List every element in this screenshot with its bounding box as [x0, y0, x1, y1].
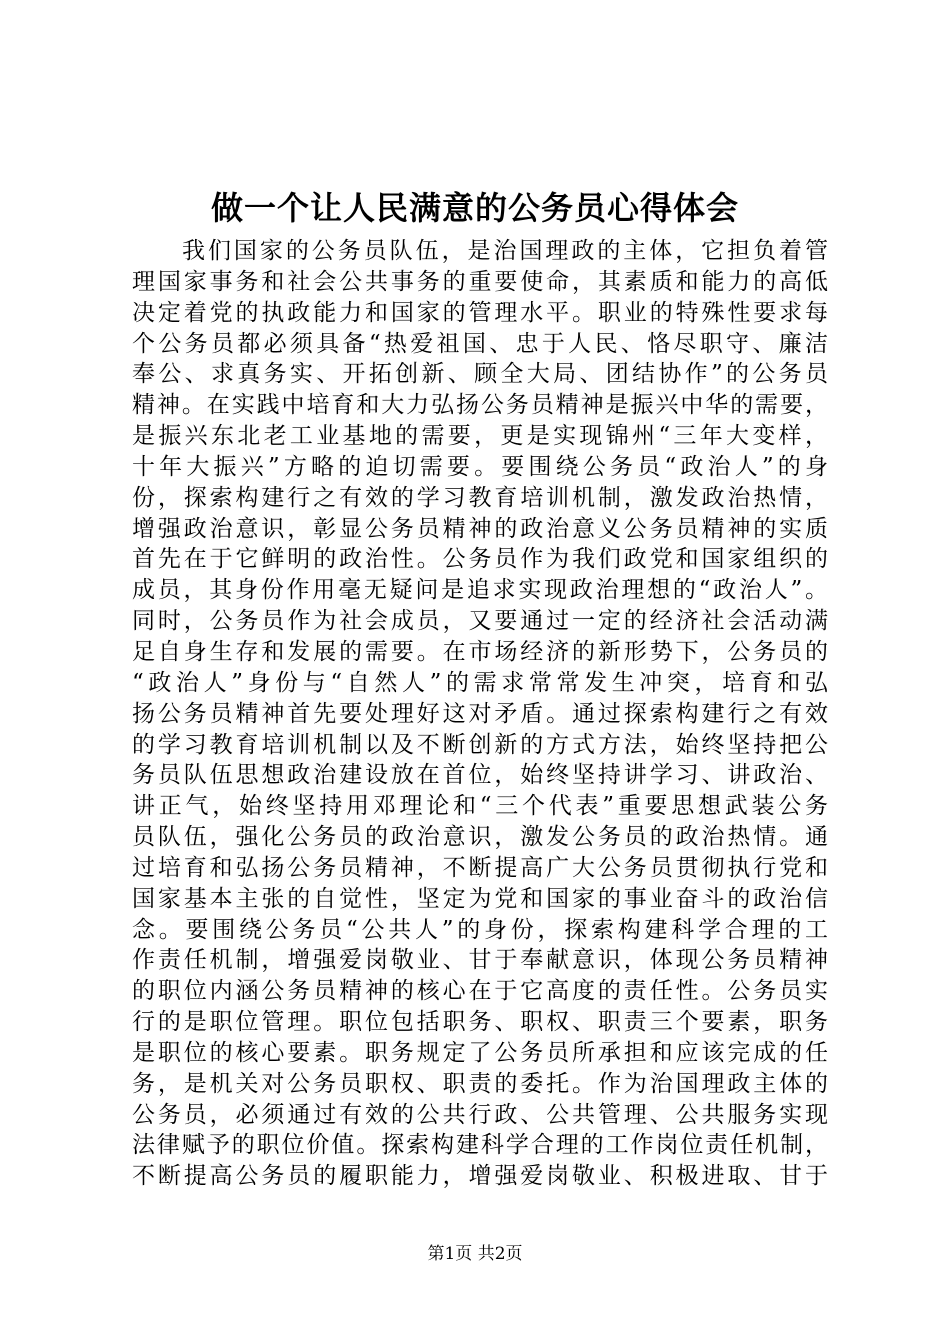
body-text-line: 扬公务员精神首先要处理好这对矛盾。通过探索构建行之有效 [132, 700, 828, 727]
body-text-line: 同时，公务员作为社会成员，又要通过一定的经济社会活动满 [132, 608, 828, 635]
body-text-line: 讲正气，始终坚持用邓理论和“三个代表”重要思想武装公务 [132, 793, 828, 820]
body-text-line: 增强政治意识，彰显公务员精神的政治意义公务员精神的实质 [132, 515, 828, 542]
body-text-line: 精神。在实践中培育和大力弘扬公务员精神是振兴中华的需要， [132, 392, 828, 419]
body-text-line: 决定着党的执政能力和国家的管理水平。职业的特殊性要求每 [132, 299, 828, 326]
body-text-line: 首先在于它鲜明的政治性。公务员作为我们政党和国家组织的 [132, 546, 828, 573]
body-text-line: 足自身生存和发展的需要。在市场经济的新形势下，公务员的 [132, 638, 828, 665]
body-text-line: 是职位的核心要素。职务规定了公务员所承担和应该完成的任 [132, 1039, 828, 1066]
body-text-line: 过培育和弘扬公务员精神，不断提高广大公务员贯彻执行党和 [132, 854, 828, 881]
body-text-line: 成员，其身份作用毫无疑问是追求实现政治理想的“政治人”。 [132, 577, 828, 604]
body-text-line: “政治人”身份与“自然人”的需求常常发生冲突，培育和弘 [132, 669, 828, 696]
body-text-line: 是振兴东北老工业基地的需要，更是实现锦州“三年大变样， [132, 423, 828, 450]
body-text-line: 国家基本主张的自觉性，坚定为党和国家的事业奋斗的政治信 [132, 885, 828, 912]
body-text-line: 份，探索构建行之有效的学习教育培训机制，激发政治热情， [132, 484, 828, 511]
body-text-line: 作责任机制，增强爱岗敬业、甘于奉献意识，体现公务员精神 [132, 947, 828, 974]
body-text-line: 个公务员都必须具备“热爱祖国、忠于人民、恪尽职守、廉洁 [132, 330, 828, 357]
body-text-line: 十年大振兴”方略的迫切需要。要围绕公务员“政治人”的身 [132, 453, 828, 480]
document-body [132, 236, 828, 1192]
body-text-line: 不断提高公务员的履职能力，增强爱岗敬业、积极进取、甘于 [132, 1163, 828, 1190]
body-text-line: 我们国家的公务员队伍，是治国理政的主体，它担负着管 [182, 238, 828, 264]
body-text-line: 理国家事务和社会公共事务的重要使命，其素质和能力的高低 [132, 268, 828, 295]
body-text-line: 的学习教育培训机制以及不断创新的方式方法，始终坚持把公 [132, 731, 828, 758]
body-text-line: 奉公、求真务实、开拓创新、顾全大局、团结协作”的公务员 [132, 361, 828, 388]
body-text-line: 的职位内涵公务员精神的核心在于它高度的责任性。公务员实 [132, 978, 828, 1005]
body-text-line: 员队伍，强化公务员的政治意识，激发公务员的政治热情。通 [132, 824, 828, 851]
body-text-line: 公务员，必须通过有效的公共行政、公共管理、公共服务实现 [132, 1101, 828, 1128]
body-text-line: 行的是职位管理。职位包括职务、职权、职责三个要素，职务 [132, 1009, 828, 1036]
body-text-line: 法律赋予的职位价值。探索构建科学合理的工作岗位责任机制， [132, 1132, 828, 1159]
page-number-footer: 第1页 共2页 [427, 1244, 523, 1264]
body-text-line: 务，是机关对公务员职权、职责的委托。作为治国理政主体的 [132, 1070, 828, 1097]
body-text-line: 务员队伍思想政治建设放在首位，始终坚持讲学习、讲政治、 [132, 762, 828, 789]
body-text-line: 念。要围绕公务员“公共人”的身份，探索构建科学合理的工 [132, 916, 828, 943]
document-title: 做一个让人民满意的公务员心得体会 [210, 189, 739, 227]
